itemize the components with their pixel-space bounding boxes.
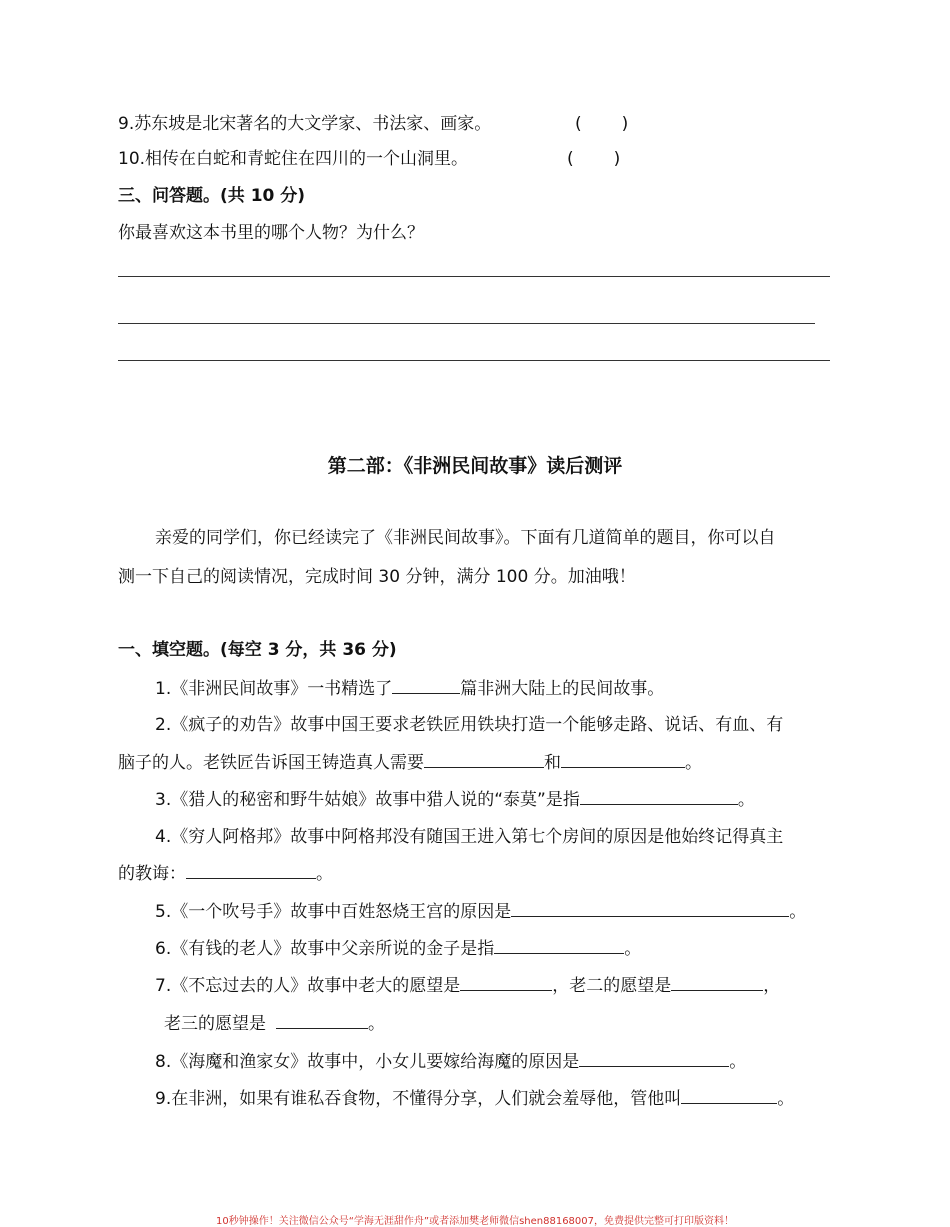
footer-notice: 10秒钟操作！关注微信公众号“学海无涯甜作舟”或者添加樊老师微信shen88168007，免费提供完整可打印版资料！ (215, 1216, 735, 1227)
fill-question-8: 8.《海魔和渔家女》故事中，小女儿要嫁给海魔的原因是 。 (155, 1052, 747, 1072)
fill-question-7-line2: 老三的愿望是 。 (164, 1014, 385, 1034)
fill-question-7-line1: 7.《不忘过去的人》故事中老大的愿望是 ，老二的愿望是 ， (155, 976, 781, 996)
page-title: 第二部：《非洲民间故事》读后测评 (327, 455, 623, 477)
fill-question-3: 3.《猎人的秘密和野牛姑娘》故事中猎人说的“泰莫”是指 。 (155, 790, 755, 810)
blank-input[interactable] (392, 677, 460, 694)
blank-input[interactable] (671, 974, 763, 991)
fill-question-5: 5.《一个吹号手》故事中百姓怒烧王宫的原因是 。 (155, 902, 807, 922)
answer-line-2[interactable] (118, 323, 815, 324)
answer-line-1[interactable] (118, 276, 830, 277)
question-9-answer-paren[interactable]: ( ) (575, 114, 629, 134)
intro-line-1: 亲爱的同学们，你已经读完了《非洲民间故事》。下面有几道简单的题目，你可以自 (155, 528, 776, 548)
blank-input[interactable] (580, 788, 738, 805)
blank-input[interactable] (460, 974, 552, 991)
blank-input[interactable] (511, 900, 789, 917)
section3-heading: 三、问答题。(共 10 分) (118, 186, 306, 206)
section1-heading: 一、填空题。(每空 3 分，共 36 分) (118, 640, 397, 660)
question-10-text: 10.相传在白蛇和青蛇住在四川的一个山洞里。 (118, 149, 469, 169)
fill-question-2-line2: 脑子的人。老铁匠告诉国王铸造真人需要 和 。 (118, 753, 702, 773)
fill-question-6: 6.《有钱的老人》故事中父亲所说的金子是指 。 (155, 939, 642, 959)
fill-question-2-line1: 2.《疯子的劝告》故事中国王要求老铁匠用铁块打造一个能够走路、说话、有血、有 (155, 715, 784, 735)
question-10-answer-paren[interactable]: ( ) (567, 149, 621, 169)
fill-question-4-line1: 4.《穷人阿格邦》故事中阿格邦没有随国王进入第七个房间的原因是他始终记得真主 (155, 827, 784, 847)
intro-line-2: 测一下自己的阅读情况，完成时间 30 分钟，满分 100 分。加油哦！ (118, 567, 636, 587)
fill-question-9: 9.在非洲，如果有谁私吞食物，不懂得分享，人们就会羞辱他，管他叫 。 (155, 1089, 795, 1109)
question-10 (118, 148, 468, 170)
blank-input[interactable] (494, 937, 624, 954)
blank-input[interactable] (561, 751, 685, 768)
blank-input[interactable] (681, 1087, 777, 1104)
fill-question-4-line2: 的教诲： 。 (118, 864, 333, 884)
question-9-text: 9.苏东坡是北宋著名的大文学家、书法家、画家。 (118, 114, 492, 134)
fill-question-1: 1.《非洲民间故事》一书精选了 篇非洲大陆上的民间故事。 (155, 679, 665, 699)
section3-question: 你最喜欢这本书里的哪个人物？为什么？ (118, 223, 424, 243)
blank-input[interactable] (424, 751, 544, 768)
blank-input[interactable] (276, 1012, 368, 1029)
question-9 (118, 113, 491, 135)
blank-input[interactable] (186, 862, 316, 879)
answer-line-3[interactable] (118, 360, 830, 361)
blank-input[interactable] (579, 1050, 729, 1067)
